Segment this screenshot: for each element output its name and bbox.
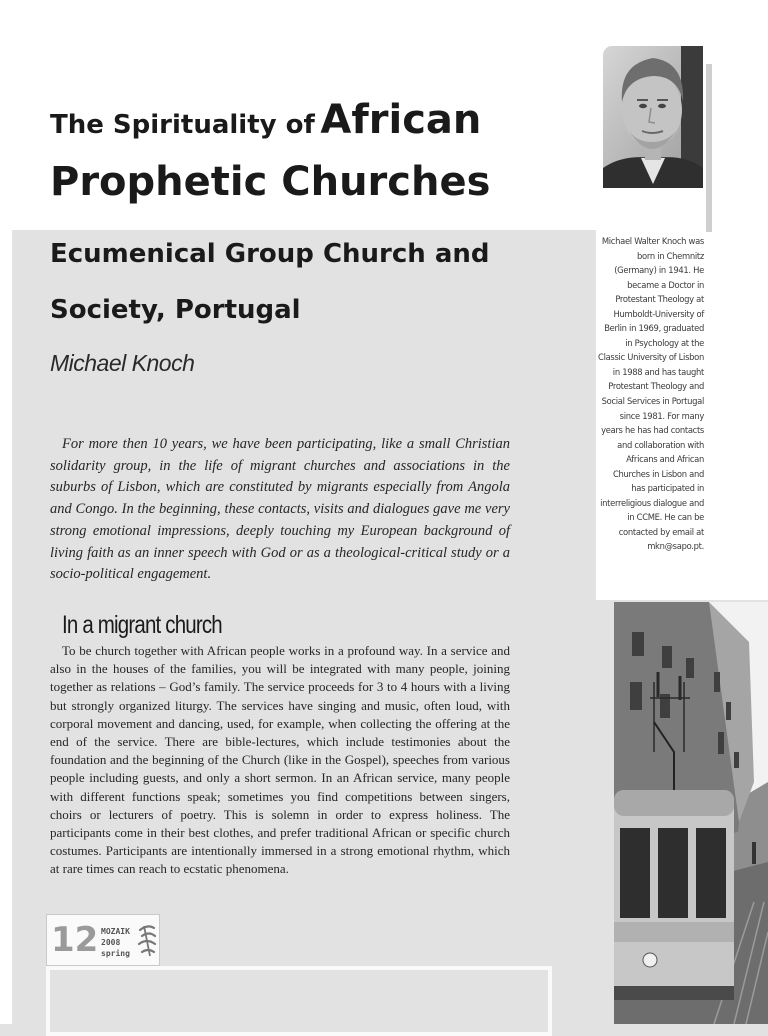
mozaik-logo-icon	[136, 922, 158, 958]
page-number: 12	[51, 920, 99, 960]
page-footer	[46, 914, 160, 966]
article-title-line-2: Prophetic Churches	[50, 159, 491, 205]
title-african: African	[320, 97, 482, 143]
left-white-margin	[0, 44, 12, 1024]
bottom-frame	[46, 966, 552, 1036]
body-paragraph: To be church together with African people works in a profound way. In a service and also in the houses of the families, you will be integrated with many people, joining together as relations – God’s family. The service proceeds for 3 to 4 hours with a living but strongly organized liturgy. The services have singing and music, often loud, with corporal movement and dancing, used, for example, when collecting the offering at the end of the service. There are bible-lectures, which include testimonies about the foundation and the beginning of the Church (like in the Gospel), speeches from various people including guests, and only a short sermon. In an African service, many people with different functions speak; sometimes you find competitions between singers, choirs or lecturers of poetry. This is solemn in order to express holiness. The participants come in their best clothes, and prefer traditional African or specific church costumes. Participants are intentionally immersed in a strong emotional rhythm, which at rare times can reach to ecstatic phenomena.	[50, 643, 510, 877]
magazine-info	[101, 926, 130, 959]
article-subtitle: Ecumenical Group Church and Society, Portugal	[50, 239, 490, 325]
article-title-line-1	[50, 97, 482, 143]
magazine-season: spring	[101, 949, 130, 958]
author-photo	[603, 46, 703, 188]
article-author: Michael Knoch	[50, 350, 195, 376]
magazine-year: 2008	[101, 938, 121, 947]
intro-paragraph: For more then 10 years, we have been participating, like a small Christian solidarity group, in the life of migrant churches and associations in the suburbs of Lisbon, which are constituted by migrants especially from Angola and Congo. In the beginning, these contacts, visits and dialogues gave me very strong emotional impressions, deeply touching my European background of living faith as an inner speech with God or as a theological-critical study or a socio-political engagement.	[50, 436, 510, 583]
title-prefix: The Spirituality of	[50, 110, 315, 140]
tram-photo	[614, 602, 768, 1024]
sidebar-shadow-bar	[706, 64, 712, 232]
section-heading: In a migrant church	[62, 611, 222, 639]
author-bio: Michael Walter Knoch was born in Chemnitz (Germany) in 1941. He became a Doctor in Protestant Theology at Humboldt-University of Berlin in 1969, graduated in Psychology at the Classic University of Lisbon in 1988 and has taught Protestant Theology and Social Services in Portugal since 1981. For many years he has had contacts and collaboration with Africans and African Churches in Lisbon and has participated in interreligious dialogue and in CCME. He can be contacted by email at mkn@sapo.pt.	[598, 236, 704, 552]
magazine-name: MOZAIK	[101, 927, 130, 936]
